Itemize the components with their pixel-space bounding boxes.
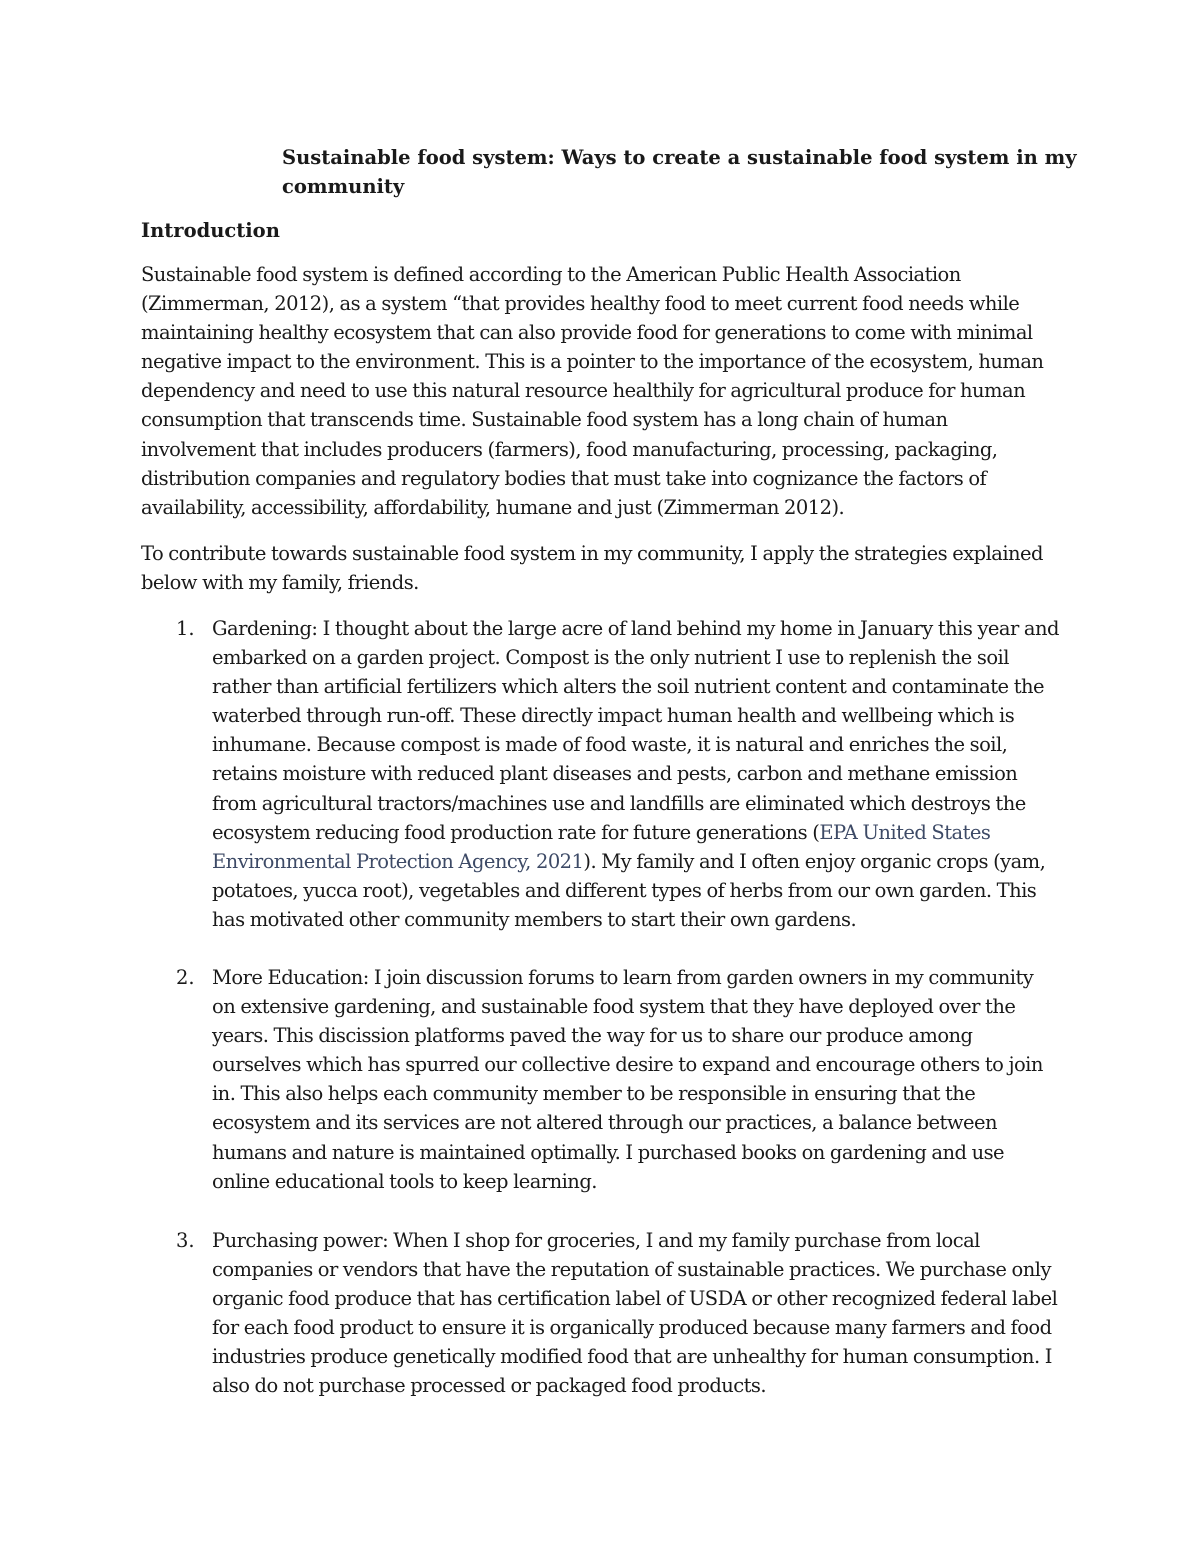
list-item-text-after: ). My family and I often enjoy organic crops (yam, potatoes, yucca root), vegetables and different types of herbs from our own garden. This has motivated other community members to start their own gardens. <box>212 849 1046 931</box>
list-item-text: More Education: I join discussion forums to learn from garden owners in my community on extensive gardening, and sustainable food system that they have deployed over the years. This discission platforms paved the way for us to share our produce among ourselves which has spurred our collective desire to expand and encourage others to join in. This also helps each community member to be responsible in ensuring that the ecosystem and its services are not altered through our practices, a balance between humans and nature is maintained optimally. I purchased books on gardening and use online educational tools to keep learning. <box>212 966 1043 1193</box>
list-item-text-before: Gardening: I thought about the large acre of land behind my home in January this year and embarked on a garden project. Compost is the only nutrient I use to replenish the soil rather than artificial fertilizers which alters the soil nutrient content and contaminate the waterbed through run-off. These directly impact human health and wellbeing which is inhumane. Because compost is made of food waste, it is natural and enriches the soil, retains moisture with reduced plant diseases and pests, carbon and methane emission from agricultural tractors/machines use and landfills are eliminated which destroys the ecosystem reducing food production rate for future generations ( <box>212 617 1059 844</box>
intro-paragraph: Sustainable food system is defined according to the American Public Health Association (Zimmerman, 2012), as a system “that provides healthy food to meet current food needs while maintaining healthy ecosystem that can also provide food for generations to come with minimal negative impact to the environment. This is a pointer to the importance of the ecosystem, human dependency and need to use this natural resource healthily for agricultural produce for human consumption that transcends time. Sustainable food system has a long chain of human involvement that includes producers (farmers), food manufacturing, processing, packaging, distribution companies and regulatory bodies that must take into cognizance the factors of availability, accessibility, affordability, humane and just (Zimmerman 2012). <box>141 263 1044 519</box>
strategy-intro-paragraph: To contribute towards sustainable food system in my community, I apply the strategies explained below with my family, friends. <box>141 542 1043 595</box>
section-heading: Introduction <box>141 219 280 242</box>
list-number: 3. <box>176 1229 195 1252</box>
list-item-text: Purchasing power: When I shop for groceries, I and my family purchase from local companies or vendors that have the reputation of sustainable practices. We purchase only organic food produce that has certification label of USDA or other recognized federal label for each food product to ensure it is organically produced because many farmers and food industries produce genetically modified food that are unhealthy for human consumption. I also do not purchase processed or packaged food products. <box>212 1229 1058 1398</box>
citation-link[interactable]: EPA United States Environmental Protection Agency, 2021 <box>212 820 991 873</box>
list-number: 2. <box>176 966 195 989</box>
document-title: Sustainable food system: Ways to create a sustainable food system in my community <box>282 146 1077 198</box>
list-number: 1. <box>176 617 195 640</box>
list-item-text <box>212 614 1060 934</box>
